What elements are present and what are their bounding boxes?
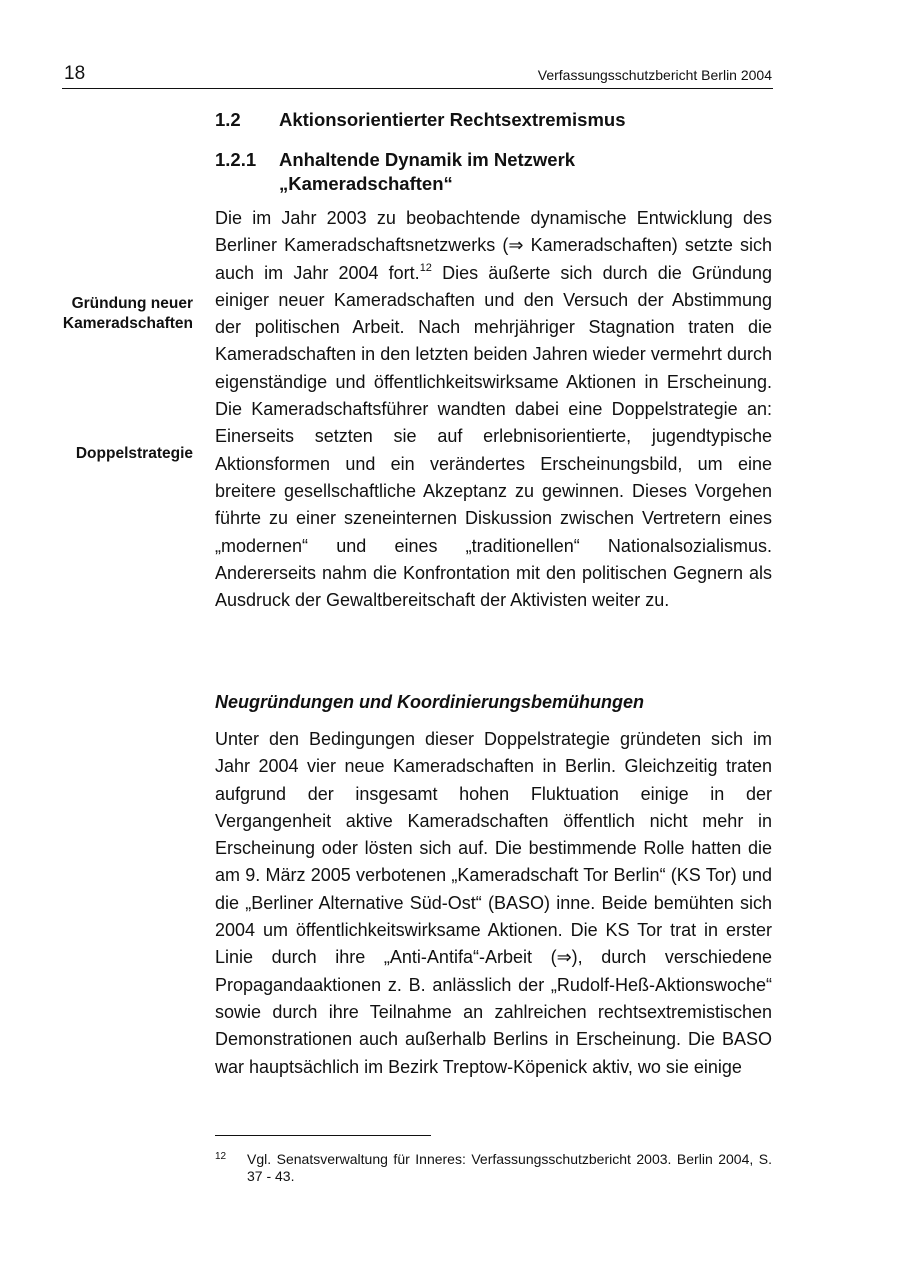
body-paragraph-2 <box>215 726 772 1081</box>
footnote-number: 12 <box>215 1151 227 1162</box>
subsection-title-line2: „Kameradschaften“ <box>279 173 453 194</box>
paragraph2-text-b: ), durch verschiedene Propagandaaktionen z. B. anlässlich der „Rudolf-Heß-Aktionswoche“ sowie durch ihre Teilnahme an zahlreichen rechtsextremistischen Demonstrationen auch außerhalb Berlins in Erscheinung. Die BASO war hauptsächlich im Bezirk Treptow-Köpenick aktiv, wo sie einige <box>215 947 772 1077</box>
body-paragraph-1 <box>215 205 772 614</box>
paragraph1-text-a: Die im Jahr 2003 zu beobachtende dynamische Entwicklung des Berliner Kameradschaftsnetzwerks ( <box>215 208 772 256</box>
paragraph1-text-b: Kameradschaften) setzte sich auch im Jahr 2004 fort. <box>215 235 772 283</box>
subsection-title <box>279 148 575 196</box>
footnote-text: Vgl. Senatsverwaltung für Inneres: Verfassungsschutzbericht 2003. Berlin 2004, S. 37 - 43. <box>247 1151 772 1184</box>
footnote-rule <box>215 1135 431 1136</box>
margin-note-gruendung-line1: Gründung neuer <box>71 295 193 312</box>
subheading-neugruendungen: Neugründungen und Koordinierungsbemühungen <box>215 692 644 712</box>
paragraph1-text-c: Dies äußerte sich durch die Gründung einiger neuer Kameradschaften und den Versuch der Abstimmung der politischen Arbeit. Nach mehrjähriger Stagnation traten die Kameradschaften in den letzten beiden Jahren wieder vermehrt durch eigenständige und öffentlichkeitswirksame Aktionen in Erscheinung. Die Kameradschaftsführer wandten dabei eine Doppelstrategie an: Einerseits setzten sie auf erlebnisorientierte, jugendtypische Aktionsformen und ein verändertes Erscheinungsbild, um eine breitere gesellschaftliche Akzeptanz zu gewinnen. Dieses Vorgehen führte zu einer szeneinternen Diskussion zwischen Vertretern eines „modernen“ und eines „traditionellen“ Nationalsozialismus. Andererseits nahm die Konfrontation mit den politischen Gegnern als Ausdruck der Gewaltbereitschaft der Aktivisten weiter zu. <box>215 262 772 611</box>
section-heading <box>215 108 625 132</box>
section-number: 1.2 <box>215 109 241 130</box>
footnote-marker: 12 <box>419 261 432 274</box>
subsection-heading <box>215 148 575 196</box>
footnote <box>215 1151 772 1185</box>
margin-note-gruendung <box>63 294 193 334</box>
paragraph2-text-a: Unter den Bedingungen dieser Doppelstrategie gründeten sich im Jahr 2004 vier neue Kameradschaften in Berlin. Gleichzeitig traten aufgrund der insgesamt hohen Fluktuation einige in der Vergangenheit aktive Kameradschaften öffentlich nicht mehr in Erscheinung oder lösten sich auf. Die bestimmende Rolle hatten die am 9. März 2005 verbotenen „Kameradschaft Tor Berlin“ (KS Tor) und die „Berliner Alternative Süd-Ost“ (BASO) inne. Beide bemühten sich 2004 um öffentlichkeitswirksame Aktionen. Die KS Tor trat in erster Linie durch ihre „Anti-Antifa“-Arbeit ( <box>215 729 772 968</box>
section-title: Aktionsorientierter Rechtsextremismus <box>279 109 626 130</box>
subsection-title-line1: Anhaltende Dynamik im Netzwerk <box>279 149 576 170</box>
cross-reference-arrow-icon: ⇒ <box>556 947 572 968</box>
page-number: 18 <box>64 63 86 84</box>
header-rule <box>62 88 773 89</box>
running-header-title: Verfassungsschutzbericht Berlin 2004 <box>537 67 772 83</box>
margin-note-gruendung-line2: Kameradschaften <box>62 315 193 332</box>
subsection-number: 1.2.1 <box>215 149 257 170</box>
cross-reference-arrow-icon: ⇒ <box>508 235 524 256</box>
margin-note-doppelstrategie: Doppelstrategie <box>75 445 193 462</box>
